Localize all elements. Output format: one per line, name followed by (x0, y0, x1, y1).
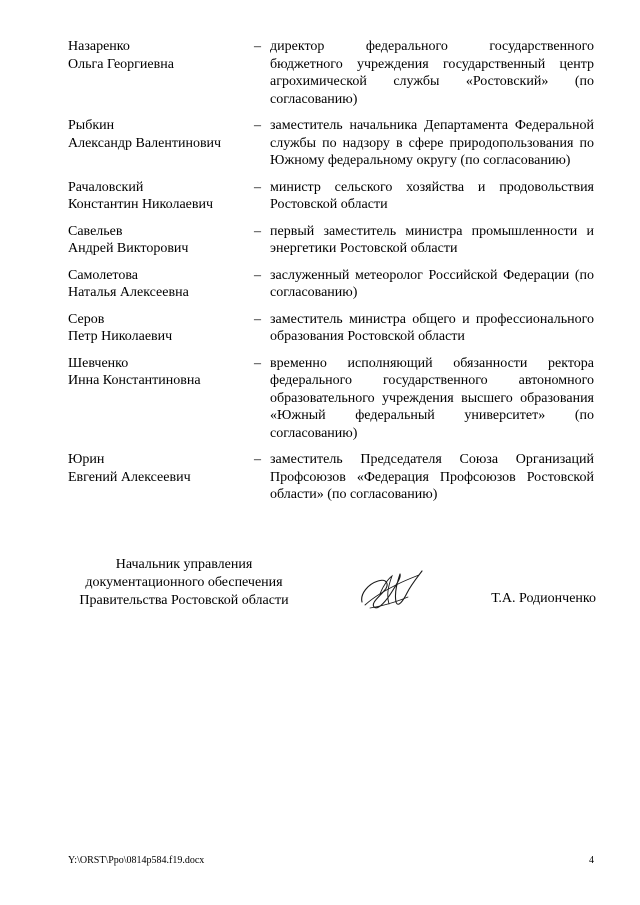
member-dash: – (254, 179, 261, 195)
member-role: заслуженный метеоролог Российской Федерации (по согласованию) (270, 267, 594, 300)
signature-block (68, 556, 596, 612)
member-given-names: Петр Николаевич (68, 329, 173, 344)
member-row (68, 451, 594, 504)
member-role: заместитель Председателя Союза Организаций Профсоюзов «Федерация Профсоюзов Ростовской области» (по согласованию) (270, 452, 594, 502)
member-name (68, 223, 254, 258)
member-surname: Савельев (68, 223, 123, 239)
member-name (68, 451, 254, 504)
member-surname: Шевченко (68, 355, 129, 371)
member-name (68, 117, 254, 170)
member-dash: – (254, 118, 261, 133)
handwritten-signature (356, 564, 428, 614)
member-row (68, 117, 594, 170)
member-surname: Юрин (68, 452, 105, 467)
member-name (68, 267, 254, 302)
member-given-names: Александр Валентинович (68, 135, 222, 151)
member-role: первый заместитель министра промышленности и энергетики Ростовской области (270, 223, 594, 256)
member-name (68, 355, 254, 443)
member-dash: – (254, 355, 261, 371)
member-dash: – (254, 39, 261, 54)
member-surname: Серов (68, 311, 105, 327)
member-given-names: Андрей Викторович (68, 241, 189, 256)
member-surname: Самолетова (68, 267, 138, 283)
member-surname: Рачаловский (68, 179, 144, 195)
member-surname: Рыбкин (68, 118, 115, 133)
member-row (68, 267, 594, 302)
member-given-names: Константин Николаевич (68, 197, 214, 212)
member-surname: Назаренко (68, 39, 130, 54)
member-dash: – (254, 267, 261, 283)
member-given-names: Евгений Алексеевич (68, 469, 191, 485)
signatory-position-line: Правительства Ростовской области (79, 593, 289, 608)
signatory-position-line: документационного обеспечения (85, 575, 283, 590)
member-role: директор федерального государственного бюджетного учреждения государственный центр агрохимической службы «Ростовский» (по согласованию) (270, 39, 594, 107)
member-role: министр сельского хозяйства и продовольствия Ростовской области (270, 179, 594, 212)
member-row (68, 355, 594, 443)
member-row (68, 311, 594, 346)
member-role: временно исполняющий обязанности ректора федерального государственного автономного образовательного учреждения высшего образования «Южный федеральный университет» (по согласованию) (270, 355, 594, 441)
member-role: заместитель начальника Департамента Федеральной службы по надзору в сфере природопользования по Южному федеральному округу (по согласованию) (270, 118, 594, 168)
member-role: заместитель министра общего и профессионального образования Ростовской области (270, 311, 594, 344)
member-row (68, 223, 594, 258)
member-dash: – (254, 452, 261, 467)
member-name (68, 179, 254, 214)
document-file-path: Y:\ORST\Ppo\0814p584.f19.docx (68, 855, 205, 866)
member-list (68, 38, 594, 513)
member-given-names: Ольга Георгиевна (68, 56, 174, 72)
member-name (68, 38, 254, 108)
member-given-names: Инна Константиновна (68, 373, 201, 388)
page-number: 4 (589, 855, 594, 866)
member-name (68, 311, 254, 346)
signatory-name: Т.А. Родионченко (491, 591, 596, 606)
signatory-position (68, 556, 300, 610)
member-row (68, 179, 594, 214)
signatory-position-line: Начальник управления (115, 557, 253, 572)
member-given-names: Наталья Алексеевна (68, 285, 189, 300)
member-dash: – (254, 311, 261, 327)
member-dash: – (254, 223, 261, 239)
member-row (68, 38, 594, 108)
